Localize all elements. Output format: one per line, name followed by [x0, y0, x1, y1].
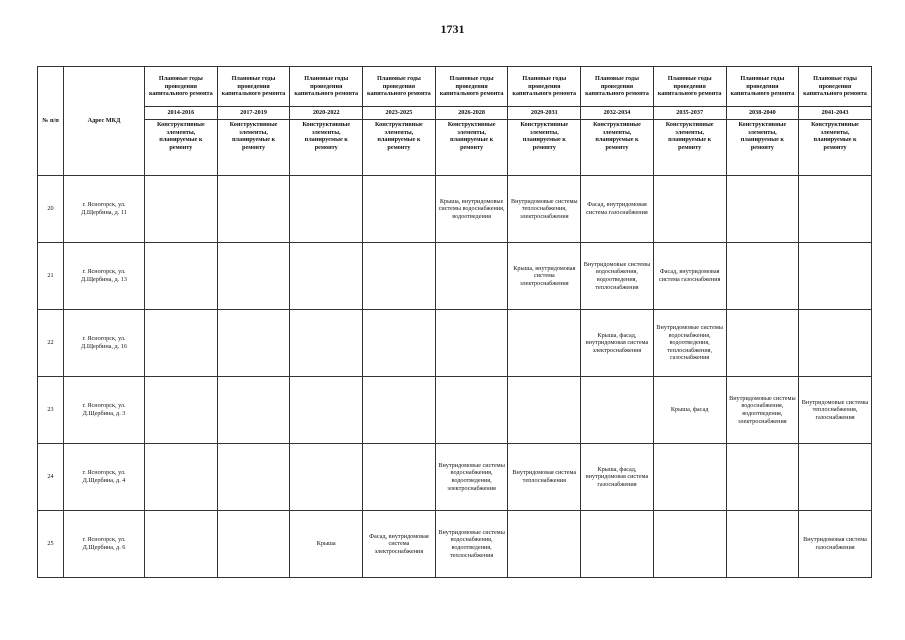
repair-works-cell: Фасад, внутридомовая система газоснабжения [581, 176, 654, 243]
repair-works-cell [145, 377, 218, 444]
header-elements: Конструктивные элементы, планируемые к ремонту [508, 120, 581, 176]
repair-works-cell [726, 243, 799, 310]
header-period: Плановые годы проведения капитального ремонта [290, 67, 363, 107]
header-period: Плановые годы проведения капитального ремонта [217, 67, 290, 107]
repair-works-cell [145, 444, 218, 511]
repair-works-cell [363, 176, 436, 243]
repair-works-cell: Крыша [290, 511, 363, 578]
repair-works-cell [217, 176, 290, 243]
repair-works-cell [217, 377, 290, 444]
repair-works-cell [726, 444, 799, 511]
row-address: г. Ясногорск, ул. Д.Щербина, д. 16 [64, 310, 145, 377]
table-row [38, 243, 872, 310]
repair-works-cell [217, 310, 290, 377]
repair-works-cell: Внутридомовая система газоснабжения [799, 511, 872, 578]
repair-works-cell [435, 377, 508, 444]
header-period: Плановые годы проведения капитального ремонта [145, 67, 218, 107]
repair-works-cell: Крыша, фасад, внутридомовая система электроснабжения [581, 310, 654, 377]
repair-works-cell: Фасад, внутридомовая система электроснабжения [363, 511, 436, 578]
repair-works-cell [290, 176, 363, 243]
repair-works-cell [363, 310, 436, 377]
repair-works-cell [726, 176, 799, 243]
header-years: 2020-2022 [290, 107, 363, 120]
repair-works-cell: Внутридомовые системы водоснабжения, водоотведения, теплоснабжения [581, 243, 654, 310]
repair-works-cell: Крыша, внутридомовая система электроснабжения [508, 243, 581, 310]
repair-works-cell [435, 243, 508, 310]
row-number: 23 [38, 377, 64, 444]
header-period: Плановые годы проведения капитального ремонта [435, 67, 508, 107]
header-elements: Конструктивные элементы, планируемые к ремонту [653, 120, 726, 176]
repair-works-cell [145, 176, 218, 243]
header-years: 2032-2034 [581, 107, 654, 120]
repair-works-cell: Внутридомовые системы теплоснабжения, электроснабжения [508, 176, 581, 243]
row-number: 24 [38, 444, 64, 511]
header-years: 2029-2031 [508, 107, 581, 120]
table-row [38, 377, 872, 444]
repair-works-cell [435, 310, 508, 377]
repair-works-cell [217, 444, 290, 511]
repair-works-cell [799, 176, 872, 243]
repair-works-cell [799, 243, 872, 310]
repair-works-cell [290, 310, 363, 377]
row-number: 20 [38, 176, 64, 243]
row-address: г. Ясногорск, ул. Д.Щербина, д. 3 [64, 377, 145, 444]
header-years: 2014-2016 [145, 107, 218, 120]
header-elements: Конструктивные элементы, планируемые к ремонту [145, 120, 218, 176]
repair-works-cell [363, 243, 436, 310]
row-number: 22 [38, 310, 64, 377]
header-period: Плановые годы проведения капитального ремонта [581, 67, 654, 107]
table-row [38, 444, 872, 511]
header-years: 2035-2037 [653, 107, 726, 120]
header-elements: Конструктивные элементы, планируемые к ремонту [290, 120, 363, 176]
repair-works-cell [581, 511, 654, 578]
row-address: г. Ясногорск, ул. Д.Щербина, д. 6 [64, 511, 145, 578]
repair-works-cell [217, 511, 290, 578]
capital-repair-table [37, 66, 872, 578]
header-years: 2026-2028 [435, 107, 508, 120]
repair-works-cell [145, 243, 218, 310]
repair-works-cell: Крыша, внутридомовые системы водоснабжения, водоотведения [435, 176, 508, 243]
table-row [38, 176, 872, 243]
repair-works-cell [653, 176, 726, 243]
repair-works-cell [653, 444, 726, 511]
repair-works-cell [726, 310, 799, 377]
repair-works-cell: Внутридомовая система теплоснабжения [508, 444, 581, 511]
header-elements: Конструктивные элементы, планируемые к ремонту [581, 120, 654, 176]
repair-works-cell [726, 511, 799, 578]
header-years: 2023-2025 [363, 107, 436, 120]
row-address: г. Ясногорск, ул. Д.Щербина, д. 4 [64, 444, 145, 511]
repair-works-cell: Внутридомовые системы водоснабжения, водоотведения, электроснабжения [726, 377, 799, 444]
repair-works-cell [581, 377, 654, 444]
repair-works-cell: Внутридомовые системы водоснабжения, водоотведения, электроснабжения [435, 444, 508, 511]
repair-works-cell [145, 511, 218, 578]
repair-works-cell [290, 377, 363, 444]
table-row [38, 511, 872, 578]
repair-works-cell: Внутридомовые системы теплоснабжения, газоснабжения [799, 377, 872, 444]
repair-works-cell: Внутридомовые системы водоснабжения, водоотведения, теплоснабжения [435, 511, 508, 578]
header-years: 2017-2019 [217, 107, 290, 120]
repair-works-cell [363, 444, 436, 511]
repair-works-cell [508, 511, 581, 578]
repair-works-cell: Внутридомовые системы водоснабжения, водоотведения, теплоснабжения, газоснабжения [653, 310, 726, 377]
repair-works-cell [799, 310, 872, 377]
header-address: Адрес МКД [64, 67, 145, 176]
repair-works-cell [653, 511, 726, 578]
header-period: Плановые годы проведения капитального ремонта [363, 67, 436, 107]
header-elements: Конструктивные элементы, планируемые к ремонту [363, 120, 436, 176]
row-number: 25 [38, 511, 64, 578]
repair-works-cell: Крыша, фасад [653, 377, 726, 444]
row-address: г. Ясногорск, ул. Д.Щербина, д. 11 [64, 176, 145, 243]
row-number: 21 [38, 243, 64, 310]
header-years: 2038-2040 [726, 107, 799, 120]
header-period: Плановые годы проведения капитального ремонта [726, 67, 799, 107]
repair-works-cell [290, 444, 363, 511]
header-period: Плановые годы проведения капитального ремонта [508, 67, 581, 107]
repair-works-cell [290, 243, 363, 310]
repair-works-cell [508, 377, 581, 444]
repair-works-cell [217, 243, 290, 310]
header-period: Плановые годы проведения капитального ремонта [799, 67, 872, 107]
header-period: Плановые годы проведения капитального ремонта [653, 67, 726, 107]
table-row [38, 310, 872, 377]
repair-works-cell [363, 377, 436, 444]
repair-works-cell [145, 310, 218, 377]
header-years: 2041-2043 [799, 107, 872, 120]
repair-works-cell: Фасад, внутридомовая система газоснабжения [653, 243, 726, 310]
header-elements: Конструктивные элементы, планируемые к ремонту [799, 120, 872, 176]
header-elements: Конструктивные элементы, планируемые к ремонту [435, 120, 508, 176]
header-elements: Конструктивные элементы, планируемые к ремонту [217, 120, 290, 176]
page-number: 1731 [440, 22, 465, 36]
header-num: № п/п [38, 67, 64, 176]
repair-works-cell [508, 310, 581, 377]
repair-works-cell: Крыша, фасад, внутридомовая система газоснабжения [581, 444, 654, 511]
repair-works-cell [799, 444, 872, 511]
row-address: г. Ясногорск, ул. Д.Щербина, д. 13 [64, 243, 145, 310]
header-elements: Конструктивные элементы, планируемые к ремонту [726, 120, 799, 176]
